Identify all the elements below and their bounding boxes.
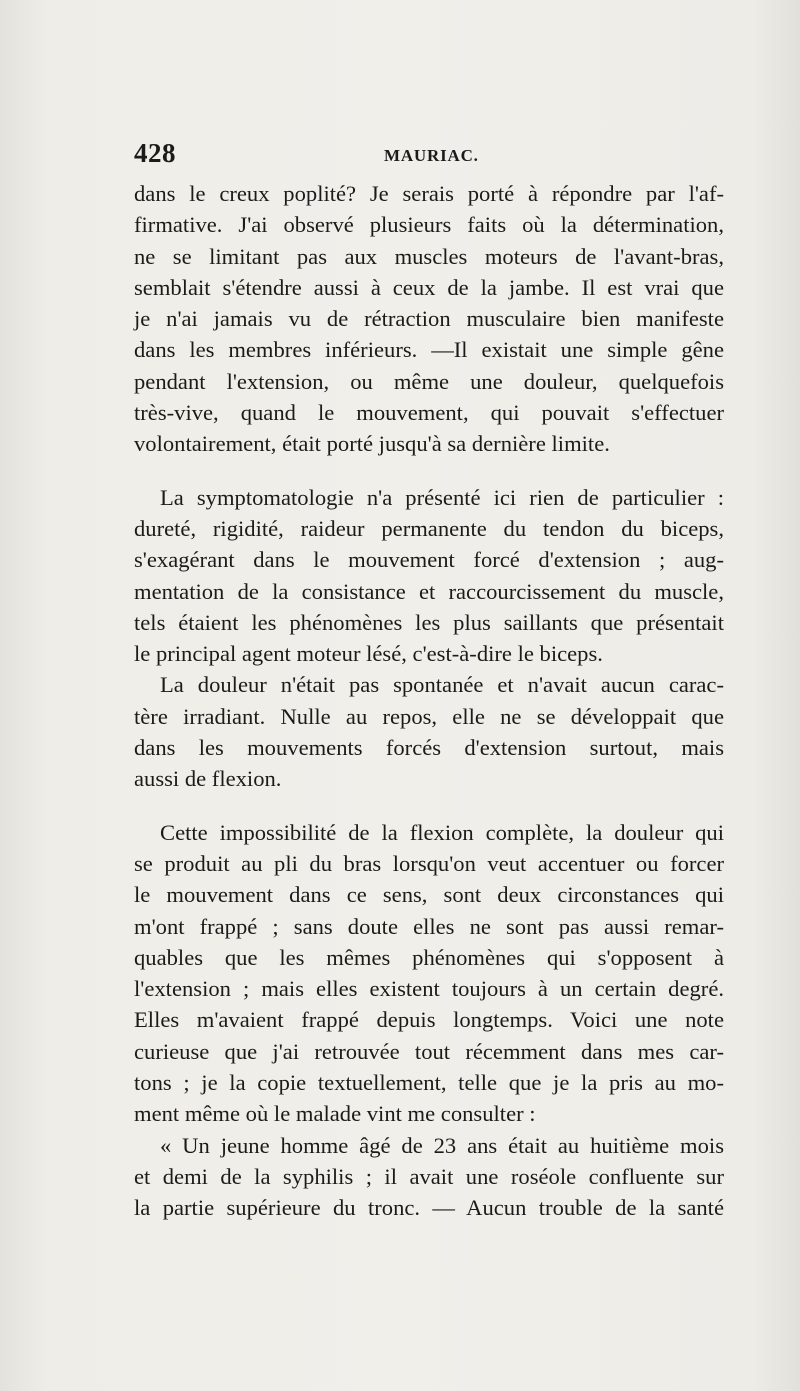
text-line: La symptomatologie n'a présenté ici rien de particulier :: [160, 484, 724, 510]
text-line: semblait s'étendre aussi à ceux de la jambe. Il est vrai que: [134, 274, 724, 300]
text-line: se produit au pli du bras lorsqu'on veut accentuer ou forcer: [134, 850, 724, 876]
paragraph-gap: [134, 460, 724, 482]
text-line: je n'ai jamais vu de rétraction musculaire bien manifeste: [134, 306, 724, 332]
text-line: ne se limitant pas aux muscles moteurs de l'avant-bras,: [134, 243, 724, 269]
text-line: dans le creux poplité? Je serais porté à répondre par l'af-: [134, 181, 724, 206]
text-line: dans les membres inférieurs. —Il existait une simple gêne: [134, 337, 724, 363]
text-line: l'extension ; mais elles existent toujours à un certain degré.: [134, 976, 724, 1002]
text-line: pendant l'extension, ou même une douleur, quelquefois: [134, 368, 724, 394]
page-number: 428: [134, 138, 176, 168]
text-line: mentation de la consistance et raccourcissement du muscle,: [134, 578, 724, 604]
body-text: [134, 178, 724, 1224]
text-line: Elles m'avaient frappé depuis longtemps. Voici une note: [134, 1007, 724, 1033]
text-line: aussi de flexion.: [134, 766, 282, 792]
text-line: m'ont frappé ; sans doute elles ne sont pas aussi remar-: [134, 913, 724, 939]
text-line: le principal agent moteur lésé, c'est-à-dire le biceps.: [134, 641, 603, 667]
text-line: le mouvement dans ce sens, sont deux circonstances qui: [134, 882, 724, 908]
paragraph-gap: [134, 795, 724, 817]
text-line: « Un jeune homme âgé de 23 ans était au huitième mois: [160, 1132, 724, 1158]
running-head: MAURIAC.: [384, 146, 479, 165]
text-line: La douleur n'était pas spontanée et n'avait aucun carac-: [160, 672, 724, 698]
text-line: firmative. J'ai observé plusieurs faits où la détermination,: [134, 212, 724, 238]
text-line: très-vive, quand le mouvement, qui pouvait s'effectuer: [134, 400, 724, 426]
page-header: [134, 138, 724, 170]
text-line: volontairement, était porté jusqu'à sa dernière limite.: [134, 431, 610, 457]
text-line: tons ; je la copie textuellement, telle que je la pris au mo-: [134, 1070, 724, 1096]
text-line: ment même où le malade vint me consulter :: [134, 1101, 536, 1127]
text-line: dans les mouvements forcés d'extension surtout, mais: [134, 735, 724, 761]
text-line: la partie supérieure du tronc. — Aucun trouble de la santé: [134, 1195, 724, 1221]
text-line: tère irradiant. Nulle au repos, elle ne se développait que: [134, 703, 724, 729]
text-line: s'exagérant dans le mouvement forcé d'extension ; aug-: [134, 547, 724, 573]
text-line: dureté, rigidité, raideur permanente du tendon du biceps,: [134, 515, 724, 541]
text-line: tels étaient les phénomènes les plus saillants que présentait: [134, 609, 724, 635]
text-line: Cette impossibilité de la flexion complète, la douleur qui: [160, 819, 724, 845]
text-line: quables que les mêmes phénomènes qui s'opposent à: [134, 944, 724, 970]
text-line: et demi de la syphilis ; il avait une roséole confluente sur: [134, 1163, 724, 1189]
text-line: curieuse que j'ai retrouvée tout récemment dans mes car-: [134, 1038, 724, 1064]
